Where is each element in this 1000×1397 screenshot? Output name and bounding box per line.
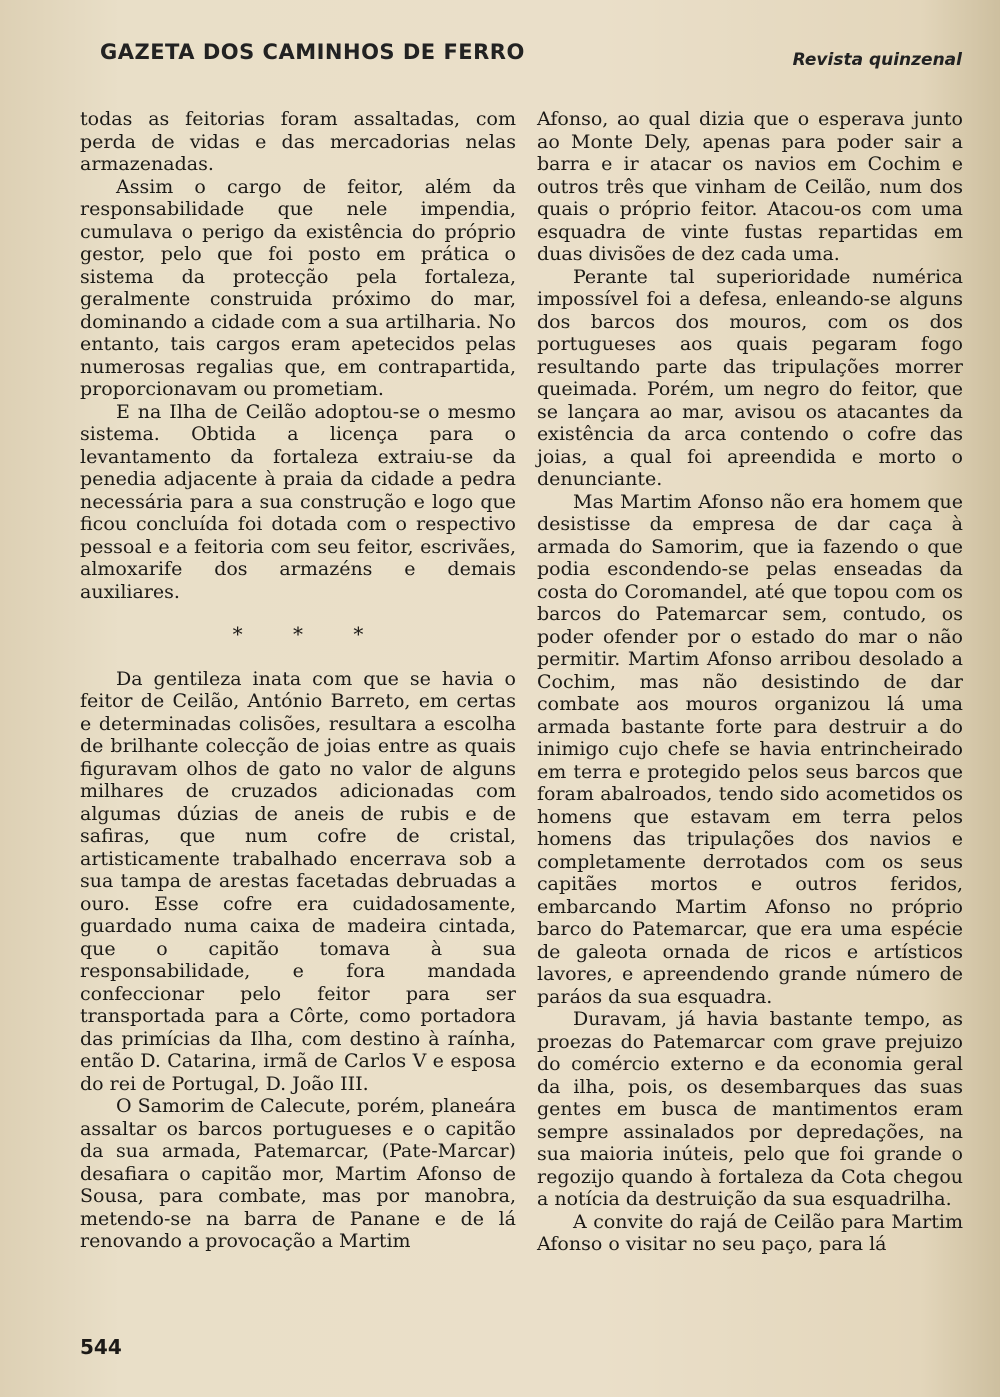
journal-subtitle: Revista quinzenal [792,50,962,70]
paragraph: Perante tal superioridade numérica impossível foi a defesa, enleando-se alguns dos barcos dos mouros, com os dos portugueses aos quais pegaram fogo resultando parte das tripulações morrer queimada. Porém, um negro do feitor, que se lançara ao mar, avisou os atacantes da existência da arca contendo o cofre das joias, a qual foi apreendida e morto o denunciante. [537,265,963,490]
paragraph: O Samorim de Calecute, porém, planeára assaltar os barcos portugueses e o capitão da sua armada, Patemarcar, (Pate-Marcar) desafiara o capitão mor, Martim Afonso de Sousa, para combate, mas por manobra, metendo-se na barra de Panane e de lá renovando a provocação a Martim [80,1095,516,1252]
paragraph: Duravam, já havia bastante tempo, as proezas do Patemarcar com grave prejuizo do comércio externo e da economia geral da ilha, pois, os desembarques das suas gentes em busca de mantimentos eram sempre assinalados por depredações, na sua maioria inúteis, pelo que foi grande o regozijo quando à fortaleza da Cota chegou a notícia da destruição da sua esquadrilha. [537,1008,963,1210]
right-column [537,108,963,1256]
paragraph: Da gentileza inata com que se havia o feitor de Ceilão, António Barreto, em certas e determinadas colisões, resultara a escolha de brilhante colecção de joias entre as quais figuravam olhos de gato no valor de alguns milhares de cruzados adicionadas com algumas dúzias de aneis de rubis e de safiras, que num cofre de cristal, artisticamente trabalhado encerrava sob a sua tampa de arestas facetadas debruadas a ouro. Esse cofre era cuidadosamente, guardado numa caixa de madeira cintada, que o capitão tomava à sua responsabilidade, e fora mandada confeccionar pelo feitor para ser transportada para a Côrte, como portadora das primícias da Ilha, com destino à raínha, então D. Catarina, irmã de Carlos V e esposa do rei de Portugal, D. João III. [80,667,516,1095]
paragraph: todas as feitorias foram assaltadas, com perda de vidas e das mercadorias nelas armazenadas. [80,108,516,175]
paragraph: E na Ilha de Ceilão adoptou-se o mesmo sistema. Obtida a licença para o levantamento da fortaleza extraiu-se da penedia adjacente à praia da cidade a pedra necessária para a sua construção e logo que ficou concluída foi dotada com o respectivo pessoal e a feitoria com seu feitor, escrivães, almoxarife dos armazéns e demais auxiliares. [80,400,516,603]
paragraph: A convite do rajá de Ceilão para Martim Afonso o visitar no seu paço, para lá [537,1210,963,1255]
journal-title: GAZETA DOS CAMINHOS DE FERRO [100,40,525,64]
paragraph: Mas Martim Afonso não era homem que desistisse da empresa de dar caça à armada do Samorim, que ia fazendo o que podia escondendo-se pelas enseadas da costa do Coromandel, até que topou com os barcos do Patemarcar sem, contudo, os poder ofender por o estado do mar o não permitir. Martim Afonso arribou desolado a Cochim, mas não desistindo de dar combate aos mouros organizou lá uma armada bastante forte para destruir a do inimigo cujo chefe se havia entrincheirado em terra e protegido pelos seus barcos que foram abalroados, tendo sido acometidos os homens que estavam em terra pelos homens das tripulações dos navios e completamente derrotados com os seus capitães mortos e outros feridos, embarcando Martim Afonso no próprio barco do Patemarcar, que era uma espécie de galeota ornada de ricos e artísticos lavores, e apreendendo grande número de paráos da sua esquadra. [537,490,963,1008]
paragraph: Assim o cargo de feitor, além da responsabilidade que nele impendia, cumulava o perigo da existência do próprio gestor, pelo que foi posto em prática o sistema da protecção pela fortaleza, geralmente construida próximo do mar, dominando a cidade com a sua artilharia. No entanto, tais cargos eram apetecidos pelas numerosas regalias que, em contrapartida, proporcionavam ou prometiam. [80,175,516,400]
left-column [80,108,516,1253]
page-number: 544 [80,1335,122,1359]
section-separator: * * * [232,622,386,646]
paragraph: Afonso, ao qual dizia que o esperava junto ao Monte Dely, apenas para poder sair a barra e ir atacar os navios em Cochim e outros três que vinham de Ceilão, num dos quais o próprio feitor. Atacou-os com uma esquadra de vinte fustas repartidas em duas divisões de dez cada uma. [537,108,963,265]
